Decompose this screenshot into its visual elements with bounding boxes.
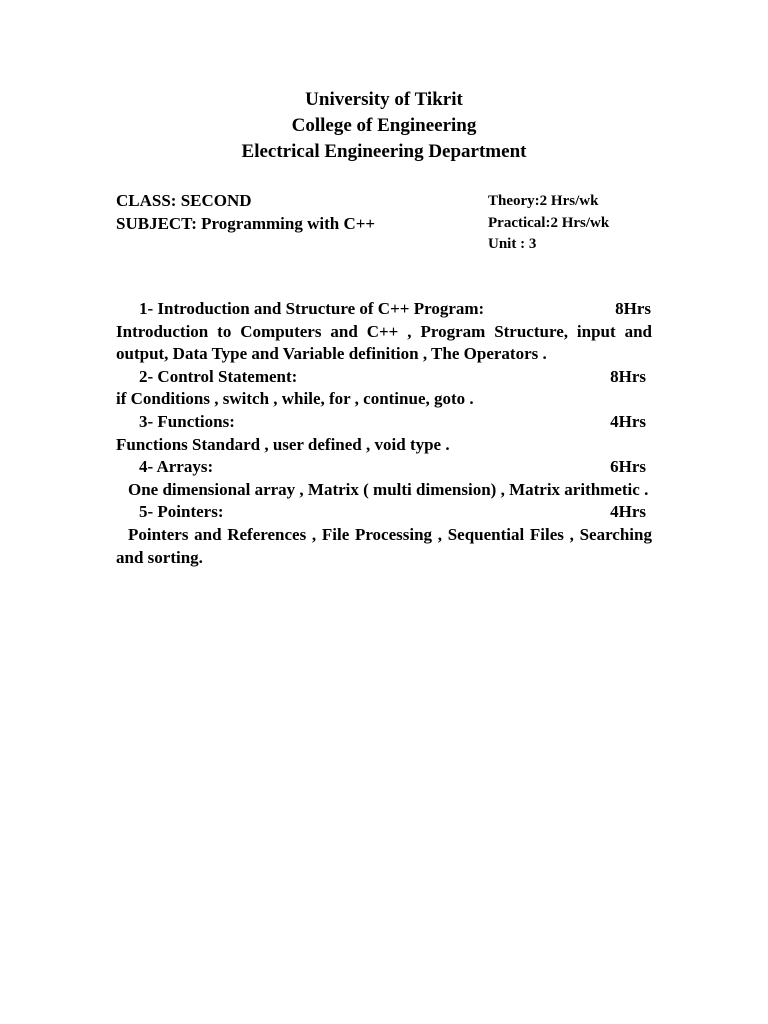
topic-title: 3- Functions:: [139, 411, 235, 431]
topic-description: One dimensional array , Matrix ( multi dimension) , Matrix arithmetic .: [128, 479, 649, 499]
course-info-right: [488, 191, 609, 256]
topic-description: Pointers and References , File Processing , Sequential Files , Searching and sorting.: [116, 524, 652, 567]
topic-description: Functions Standard , user defined , void type .: [116, 434, 450, 454]
topic-heading: [116, 501, 652, 524]
course-info-left: [116, 189, 375, 235]
college-name: College of Engineering: [291, 115, 477, 136]
topic-hours: 4Hrs: [610, 411, 646, 431]
topic-heading: [116, 298, 652, 321]
topic-hours: 8Hrs: [615, 299, 651, 318]
syllabus-content: [116, 298, 652, 569]
topic-heading: [116, 366, 652, 389]
university-name: University of Tikrit: [305, 89, 463, 110]
topic-title: 1- Introduction and Structure of C++ Program:: [139, 299, 485, 318]
topic-hours: 6Hrs: [610, 457, 646, 477]
topic-description: if Conditions , switch , while, for , continue, goto .: [116, 389, 474, 409]
theory-hours: Theory:2 Hrs/wk: [488, 193, 599, 209]
topic-hours: 4Hrs: [610, 502, 646, 522]
subject-label: SUBJECT: Programming with C++: [116, 214, 376, 233]
practical-hours: Practical:2 Hrs/wk: [488, 214, 610, 231]
topic-title: 2- Control Statement:: [139, 366, 298, 386]
topic-hours: 8Hrs: [610, 366, 646, 386]
topic-description: Introduction to Computers and C++ , Program Structure, input and output, Data Type and Variable definition , The Operators .: [116, 321, 652, 364]
department-name: Electrical Engineering Department: [241, 141, 527, 162]
unit-count: Unit : 3: [488, 236, 537, 252]
topic-heading: [116, 456, 652, 479]
document-header: [0, 87, 768, 165]
class-label: CLASS: SECOND: [116, 191, 252, 210]
topic-title: 4- Arrays:: [139, 457, 214, 477]
topic-heading: [116, 411, 652, 434]
topic-title: 5- Pointers:: [139, 502, 224, 522]
